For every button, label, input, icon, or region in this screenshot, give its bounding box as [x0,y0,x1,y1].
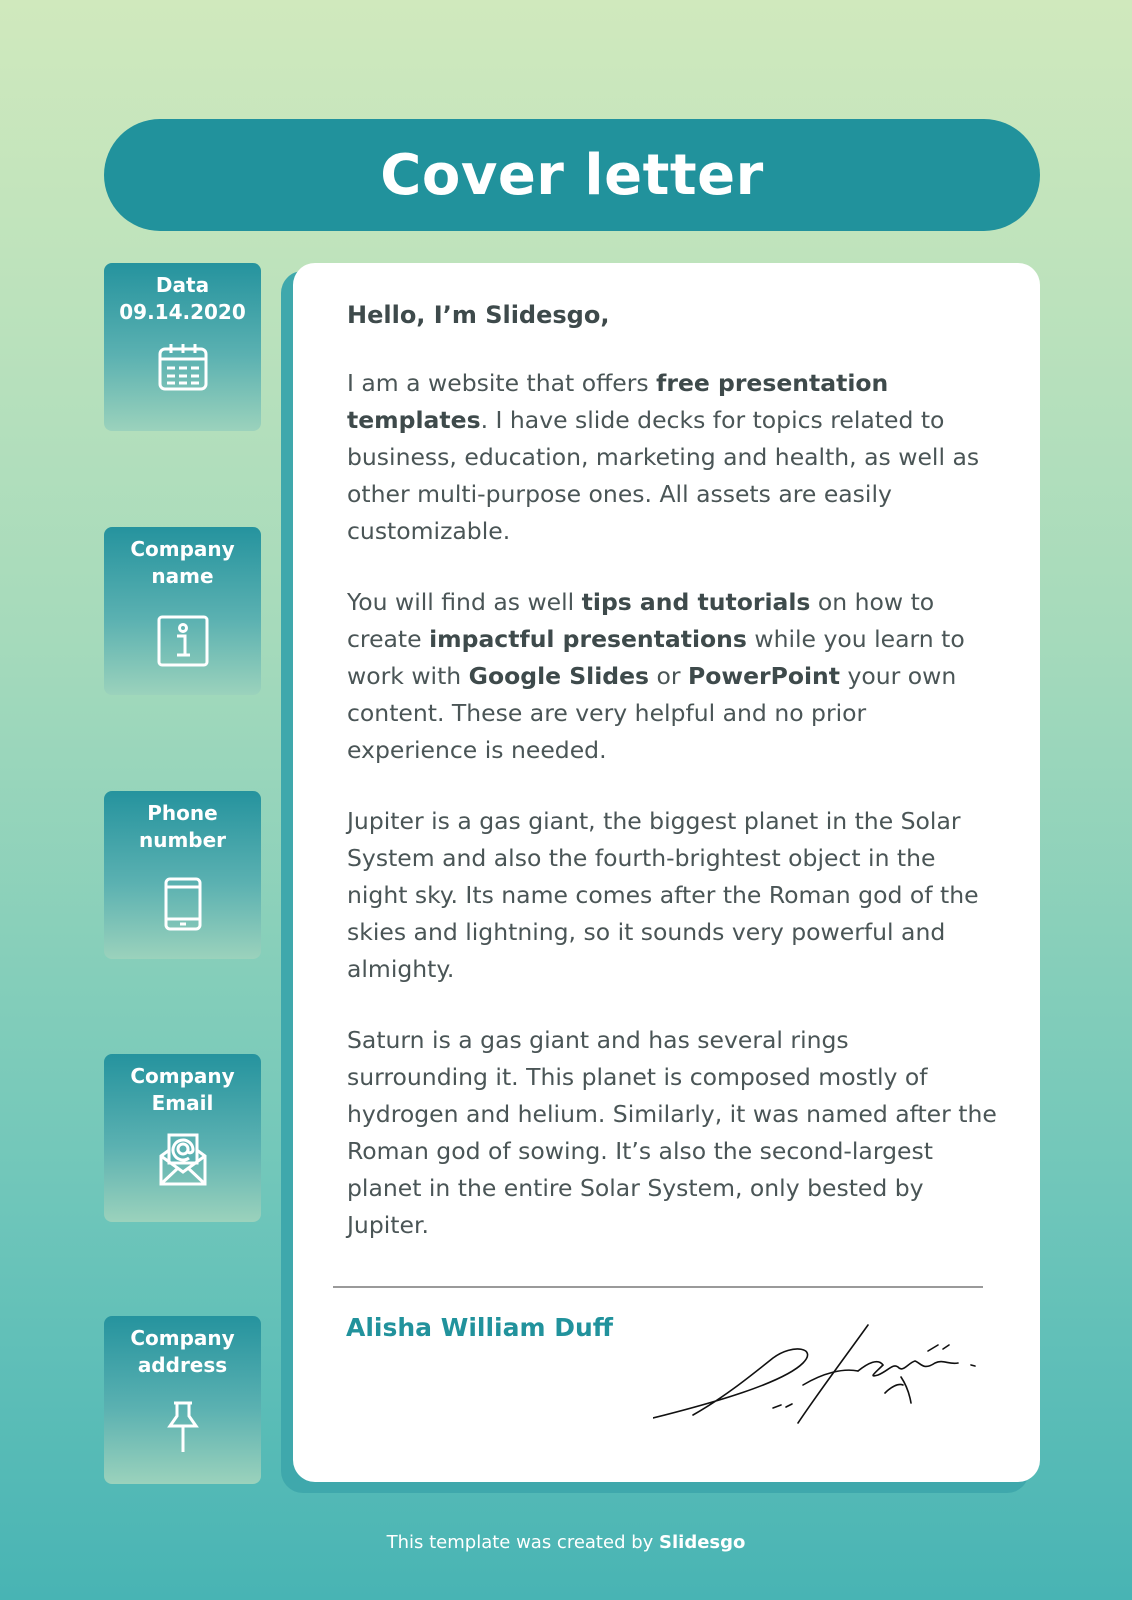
letter-card [293,263,1040,1482]
phone-icon [163,877,203,931]
text-run: on how to create [347,588,935,653]
company-name-label: Company name [130,537,235,588]
company-email-card [104,1054,261,1222]
footer-credit [0,1532,1132,1553]
page-title: Cover letter [380,142,764,208]
date-card-label: Data 09.14.2020 [119,273,246,324]
signer-name: Alisha William Duff [346,1313,614,1342]
letter-body [347,301,997,1278]
calendar-icon [157,341,209,393]
company-address-card [104,1316,261,1484]
handwritten-signature [653,1323,983,1433]
pushpin-icon [165,1400,201,1456]
paragraph-1 [347,365,997,550]
emphasis-text: free presentation templates [347,369,889,434]
text-run: Saturn is a gas giant and has several rings surrounding it. This planet is composed mostly of hydrogen and helium. Similarly, it was named after the Roman god of sowing. It’s also the second-largest planet in the entire Solar System, only bested by Jupiter. [347,1026,997,1239]
phone-number-card [104,791,261,959]
company-name-card [104,527,261,695]
text-run: You will find as well [347,588,582,616]
email-icon [158,1132,208,1188]
company-address-label: Company address [130,1326,235,1377]
text-run: while you learn to work with [347,625,965,690]
text-run: Jupiter is a gas giant, the biggest planet in the Solar System and also the fourth-brightest object in the night sky. Its name comes after the Roman god of the skies and lightning, so it sounds very powerful and almighty. [347,807,979,983]
date-card [104,263,261,431]
emphasis-text: tips and tutorials [581,588,811,616]
signature-divider [333,1286,983,1288]
title-banner [104,119,1040,231]
phone-number-label: Phone number [138,801,227,852]
emphasis-text: PowerPoint [688,662,841,690]
emphasis-text: impactful presentations [429,625,747,653]
text-run: I am a website that offers [347,369,657,397]
paragraph-4 [347,1022,997,1244]
greeting: Hello, I’m Slidesgo, [347,301,610,329]
info-icon [157,615,209,667]
paragraph-3 [347,803,997,988]
text-run: your own content. These are very helpful and no prior experience is needed. [347,662,957,764]
footer-prefix: This template was created by [386,1532,660,1553]
paragraph-2 [347,584,997,769]
text-run: or [649,662,689,690]
company-email-label: Company Email [130,1064,235,1115]
footer-brand: Slidesgo [659,1532,746,1553]
text-run: . I have slide decks for topics related to business, education, marketing and health, as well as other multi-purpose ones. All assets are easily customizable. [347,406,980,545]
emphasis-text: Google Slides [468,662,650,690]
